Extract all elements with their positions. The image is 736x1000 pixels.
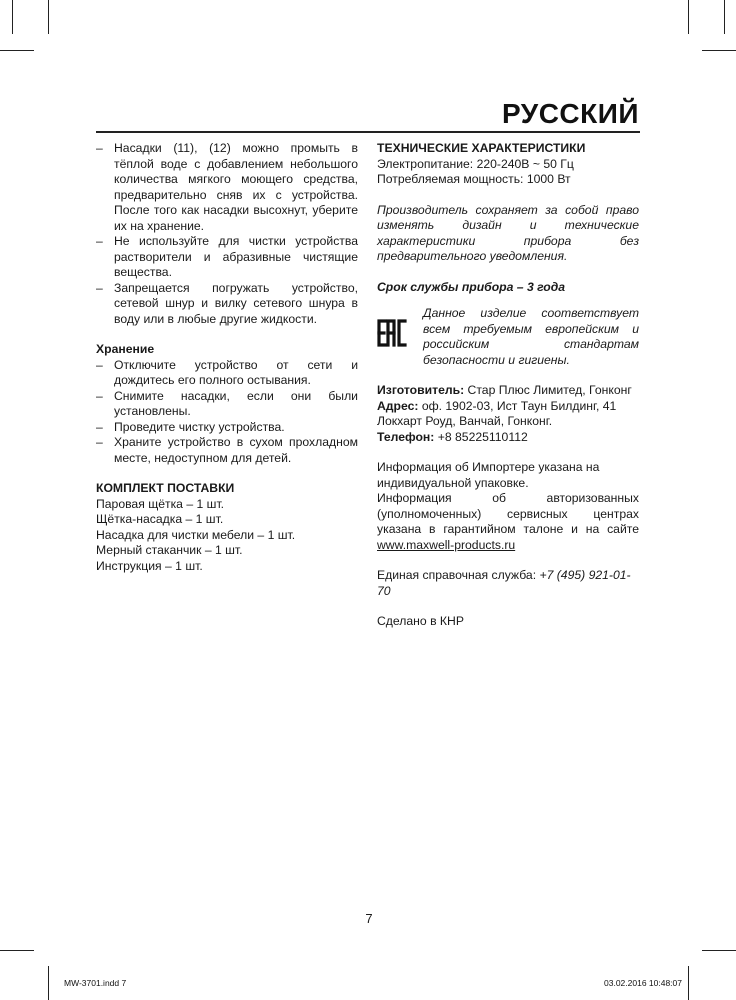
crop-mark bbox=[702, 950, 736, 951]
helpline-line bbox=[377, 568, 639, 599]
header-rule bbox=[96, 131, 640, 133]
phone-line bbox=[377, 430, 639, 446]
page-number: 7 bbox=[365, 911, 373, 926]
crop-mark bbox=[48, 0, 49, 34]
crop-mark bbox=[688, 966, 689, 1000]
maker-line bbox=[377, 383, 639, 399]
eac-block bbox=[377, 306, 639, 368]
package-item: Инструкция – 1 шт. bbox=[96, 558, 203, 573]
service-centers-note bbox=[377, 491, 639, 553]
phone-value: +8 85225110112 bbox=[434, 429, 528, 444]
package-heading: КОМПЛЕКТ ПОСТАВКИ bbox=[96, 481, 235, 495]
eac-text: Данное изделие соответствует всем требуемым европейским и российским стандартам безопасности и гигиены. bbox=[423, 306, 639, 367]
package-item: Щётка-насадка – 1 шт. bbox=[96, 512, 224, 526]
specs-heading: ТЕХНИЧЕСКИЕ ХАРАКТЕРИСТИКИ bbox=[377, 141, 586, 155]
cleaning-list bbox=[96, 141, 358, 327]
footer-file: MW-3701.indd 7 bbox=[64, 978, 127, 988]
left-column bbox=[96, 141, 358, 574]
maker-value: Стар Плюс Лимитед, Гонконг bbox=[464, 383, 632, 397]
package-item: Паровая щётка – 1 шт. bbox=[96, 496, 225, 511]
crop-mark bbox=[724, 0, 725, 34]
address-value: оф. 1902-03, Ист Таун Билдинг, 41 Локхарт Роуд, Ванчай, Гонконг. bbox=[377, 398, 617, 428]
list-item: – Запрещается погружать устройство, сетевой шнур и вилку сетевого шнура в воду или в любые другие жидкости. bbox=[96, 281, 358, 328]
list-item: – Отключите устройство от сети и дождитесь его полного остывания. bbox=[96, 358, 358, 389]
language-heading: РУССКИЙ bbox=[501, 98, 639, 129]
crop-mark bbox=[0, 50, 34, 51]
storage-heading: Хранение bbox=[96, 342, 155, 356]
crop-mark bbox=[0, 950, 34, 951]
service-life: Срок службы прибора – 3 года bbox=[377, 279, 566, 294]
list-item: – Снимите насадки, если они были установлены. bbox=[96, 389, 358, 420]
crop-mark bbox=[702, 50, 736, 51]
right-column bbox=[377, 141, 639, 630]
list-item: – Насадки (11), (12) можно промыть в тёплой воде с добавлением небольшого количества мягкого моющего средства, предварительно сняв их с устройства. После того как насадки высохнут, уберите их на хранение. bbox=[96, 141, 358, 234]
service-centers-text: Информация об авторизованных (уполномоченных) сервисных центрах указана в гарантийном талоне и на сайте bbox=[377, 491, 639, 536]
list-item: – Не используйте для чистки устройства растворители и абразивные чистящие вещества. bbox=[96, 234, 358, 281]
spec-line: Электропитание: 220-240В ~ 50 Гц bbox=[377, 156, 574, 171]
list-item: – Проведите чистку устройства. bbox=[96, 420, 358, 436]
helpline-phone: +7 (495) 921-01-70 bbox=[377, 568, 631, 598]
storage-list bbox=[96, 358, 358, 467]
spec-line: Потребляемая мощность: 1000 Вт bbox=[377, 172, 571, 186]
importer-note: Информация об Импортере указана на индивидуальной упаковке. bbox=[377, 460, 600, 490]
disclaimer: Производитель сохраняет за собой право изменять дизайн и технические характеристики прибора без предварительного уведомления. bbox=[377, 202, 639, 263]
list-item: – Храните устройство в сухом прохладном месте, недоступном для детей. bbox=[96, 435, 358, 466]
package-item: Насадка для чистки мебели – 1 шт. bbox=[96, 527, 296, 542]
crop-mark bbox=[12, 0, 13, 34]
crop-mark bbox=[688, 0, 689, 34]
helpline-label: Единая справочная служба: bbox=[377, 568, 540, 582]
address-line bbox=[377, 399, 639, 430]
maker-label: Изготовитель: bbox=[377, 383, 465, 397]
phone-label: Телефон: bbox=[377, 429, 435, 444]
eac-logo-icon bbox=[377, 318, 407, 348]
footer-timestamp: 03.02.2016 10:48:07 bbox=[604, 978, 682, 988]
package-item: Мерный стаканчик – 1 шт. bbox=[96, 543, 243, 557]
website-link[interactable]: www.maxwell-products.ru bbox=[377, 537, 516, 552]
crop-mark bbox=[48, 966, 49, 1000]
origin: Сделано в КНР bbox=[377, 614, 464, 628]
address-label: Адрес: bbox=[377, 398, 419, 413]
